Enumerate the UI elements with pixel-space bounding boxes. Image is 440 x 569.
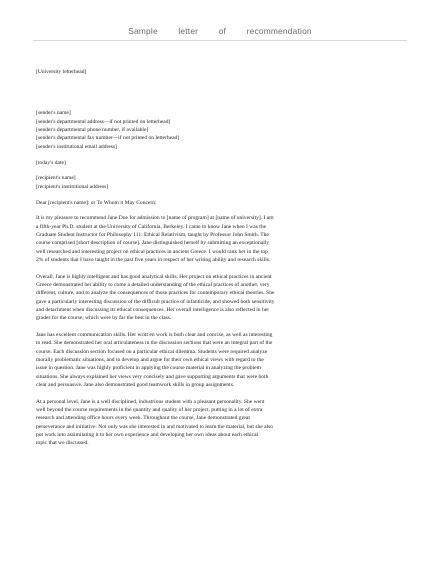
paragraph-line: morally problematic situations, and to develop and argue for their own ethical views with regard to the <box>36 356 264 363</box>
paragraph-line: It is my pleasure to recommend Jane Doe for admission to [name of program] at [name of university]. I am <box>36 215 274 222</box>
paragraph-line: Greece demonstrated her ability to come a detailed understanding of the ethical practices of another, very <box>36 282 270 289</box>
sender-phone: [sender's departmental phone number, if available] <box>36 127 149 134</box>
paragraph-line: Jane has excellent communication skills. Her writt en work is both clear and concise, as well as interesting <box>36 331 273 338</box>
paragraph-line: At a personal level, Jane is a well disciplined, industrious student with a pleasant personality. She went <box>36 398 265 405</box>
letterhead-placeholder: [University letterhead] <box>36 69 87 75</box>
paragraph-line: a fifth-year Ph.D. student at the University of California, Berkeley. I came to know Jane when I was the <box>36 223 267 230</box>
paragraph-line: to read. She demonstrated her oral articulateness in the discussion sections that were an integral part of the <box>36 340 273 347</box>
paragraph-line: and detachment when discussing its ethical consequences. Her overall intelligence is also reflected in her <box>36 307 270 314</box>
sender-block <box>36 109 408 151</box>
sender-fax: [sender's departmental fax number—if not printed on letterhead] <box>36 135 180 142</box>
sender-name: [sender's name] <box>36 110 71 117</box>
paragraph-line: Overall, Jane is highly intelligent and has good analytical skills. Her project on ethical practices in ancient <box>36 273 272 280</box>
letter-date: [today's date] <box>36 159 66 166</box>
recipient-address: [recipient's institutional address] <box>36 183 109 190</box>
paragraph-line: put work into assimilating it to her own experience and developing her own ideas about each ethical <box>36 431 259 438</box>
paragraph-line: Graduate Student Instructor for Philosophy 111: Ethical Relativism, taught by Professor John Smith. The <box>36 232 269 239</box>
paragraph-personal <box>36 398 408 448</box>
sender-address: [sender's departmental address—if not printed on letterhead] <box>36 118 171 125</box>
paragraph-intelligence <box>36 273 408 323</box>
paragraph-line: research and attending office hours every week. Throughout the course, Jane demonstrated great <box>36 415 250 422</box>
title-divider <box>33 40 407 41</box>
letter-body <box>36 68 408 448</box>
paragraph-line: different, culture, and to analyze the consequences of those practices for contemporary ethical theories. She <box>36 290 275 297</box>
paragraph-line: topic that we discussed. <box>36 440 89 447</box>
paragraph-line: 2% of students that I have taught in the past five years in respect of her writing ability and research skills. <box>36 257 271 264</box>
paragraph-communication <box>36 331 408 389</box>
paragraph-line: issue in question. Jane was highly proficient in applying the course material in analyzing the problem <box>36 365 261 372</box>
paragraph-line: situations. She always explained her views very concisely and gave supporting arguments that were both <box>36 373 269 380</box>
paragraph-line: well researched and interesting project on ethical practices in ancient Greece. I would rank her in the top <box>36 248 268 255</box>
paragraph-line: perseverance and initiative. Not only was she interested in and motivated to learn the material, but she also <box>36 423 274 430</box>
paragraph-line: course comprised [short description of course]. Jane distinguished herself by submitting an exceptionally <box>36 240 270 247</box>
paragraph-line: clear and persuasive. Jane also demonstrated good teamwork skills in group assignments. <box>36 382 235 388</box>
recipient-name: [recipient's name] <box>36 175 76 182</box>
paragraph-line: grades for the course, which were by far the best in the class. <box>36 315 172 322</box>
paragraph-line: course. Each discussion section focused on a particular ethical dilemma. Students were required analyze <box>36 348 268 355</box>
paragraph-line: well beyond the course requirements in the quantity and quality of her project, putting in a lot of extra <box>36 406 263 413</box>
paragraph-intro <box>36 214 408 264</box>
sender-email: [sender's institutional email address] <box>36 143 117 150</box>
salutation: Dear [recipient's name]: or To Whom it May Concern: <box>36 199 157 206</box>
page-title: Sample letter of recommendation <box>128 26 312 36</box>
recipient-block <box>36 174 408 191</box>
paragraph-line: gave a particularly interesting discussion of the difficult practice of infanticide, and showed both sensitivity <box>36 298 275 305</box>
